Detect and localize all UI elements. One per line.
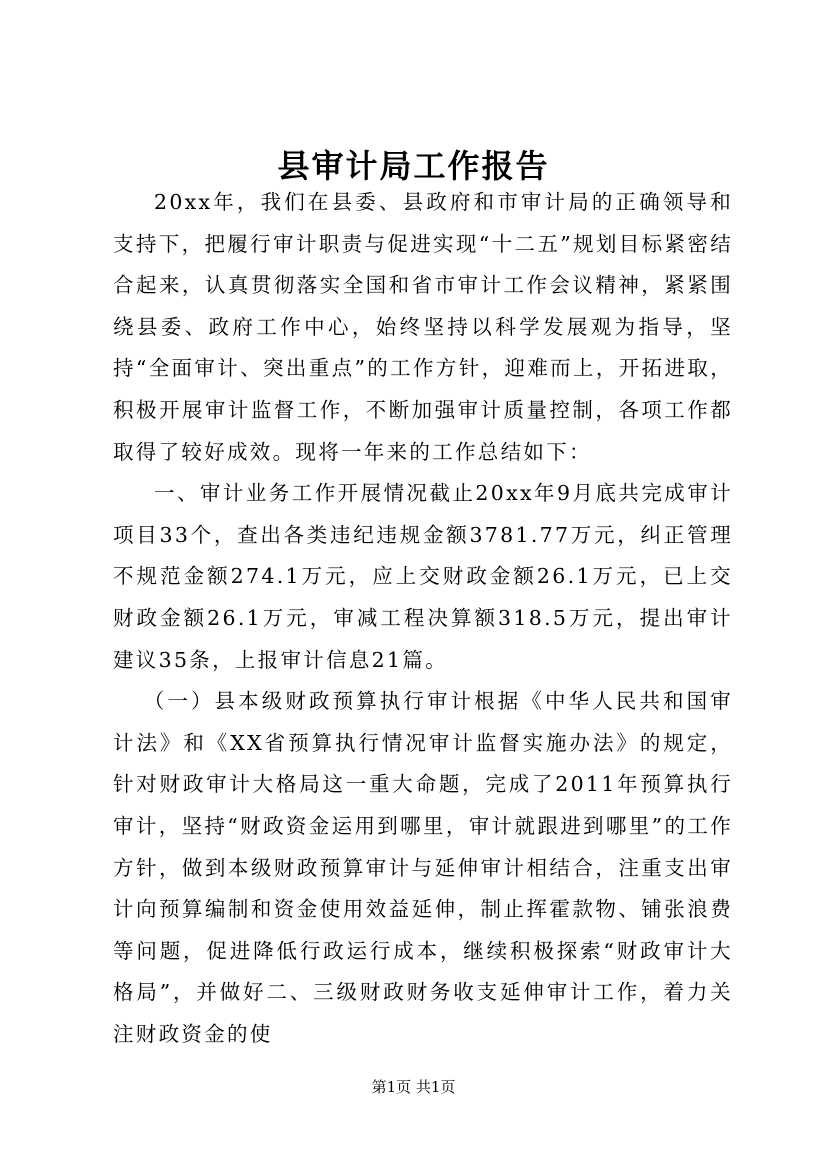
document-body xyxy=(113,182,733,1055)
paragraph-intro: 20xx年，我们在县委、县政府和市审计局的正确领导和支持下，把履行审计职责与促进实现“十二五”规划目标紧密结合起来，认真贯彻落实全国和省市审计工作会议精神，紧紧围绕县委、政府工作中心，始终坚持以科学发展观为指导，坚持“全面审计、突出重点”的工作方针，迎难而上，开拓进取，积极开展审计监督工作，不断加强审计质量控制，各项工作都取得了较好成效。现将一年来的工作总结如下： xyxy=(113,190,733,464)
paragraph-subsection-1: （一）县本级财政预算执行审计根据《中华人民共和国审计法》和《XX省预算执行情况审计监督实施办法》的规定，针对财政审计大格局这一重大命题，完成了2011年预算执行审计，坚持“财政资金运用到哪里，审计就跟进到哪里”的工作方针，做到本级财政预算审计与延伸审计相结合，注重支出审计向预算编制和资金使用效益延伸，制止挥霍款物、铺张浪费等问题，促进降低行政运行成本，继续积极探索“财政审计大格局”，并做好二、三级财政财务收支延伸审计工作，着力关注财政资金的使 xyxy=(113,689,733,1046)
page-footer: 第1页 共1页 xyxy=(371,1078,456,1096)
document-title: 县审计局工作报告 xyxy=(277,147,550,185)
paragraph-section-1: 一、审计业务工作开展情况截止20xx年9月底共完成审计项目33个，查出各类违纪违规金额3781.77万元，纠正管理不规范金额274.1万元，应上交财政金额26.1万元，已上交财政金额26.1万元，审减工程决算额318.5万元，提出审计建议35条，上报审计信息21篇。 xyxy=(113,481,733,672)
